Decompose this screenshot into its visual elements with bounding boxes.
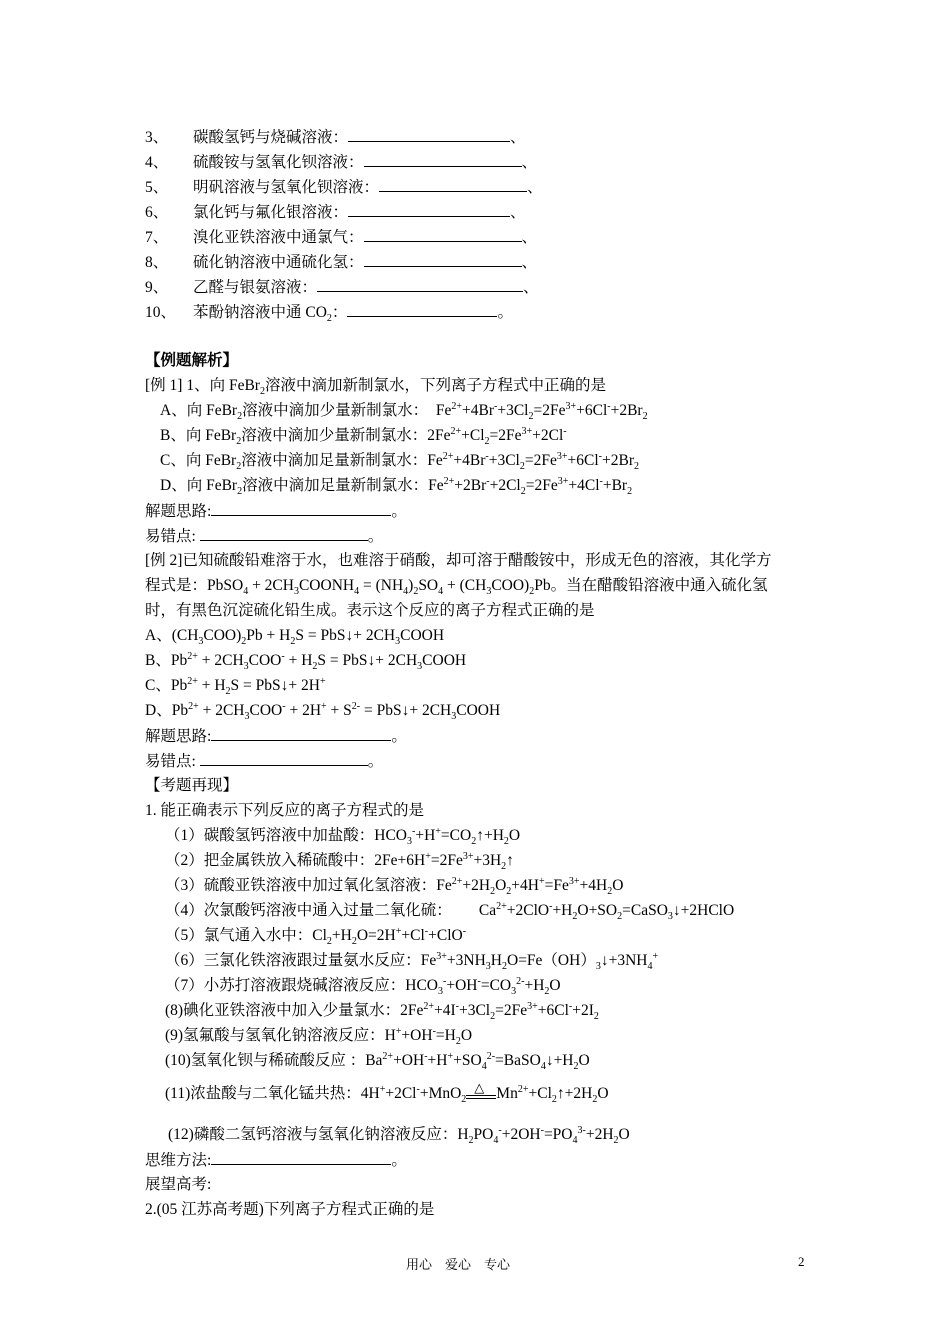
section-heading-example: 【例题解析】 bbox=[145, 352, 239, 369]
exercise-item-7: 7、 溴化亚铁溶液中通氯气： 、 bbox=[145, 229, 538, 246]
q1-item-2: （2）把金属铁放入稀硫酸中：$2Fe+6H^+=2Fe^{3+}+3H_2↑$ bbox=[165, 850, 514, 873]
example-1-option-a: A、向 FeBr$_2$溶液中滴加少量新制氯水： $Fe^{2+}+4Br^-+3Cl_2=2Fe^{3+}+6Cl^-+2Br_2$ bbox=[160, 400, 648, 423]
exercise-item-6: 6、 氯化钙与氟化银溶液： 、 bbox=[145, 204, 526, 221]
exercise-item-5: 5、 明矾溶液与氢氧化钡溶液： 、 bbox=[145, 179, 543, 196]
q1-item-4: （4）次氯酸钙溶液中通入过量二氧化硫： $Ca^{2+}+2ClO^-+H_2O+SO_2=CaSO_3↓+2HClO$ bbox=[165, 900, 735, 923]
q1-item-5: （5）氯气通入水中：$Cl_2+H_2O=2H^++Cl^-+ClO^-$ bbox=[165, 925, 467, 948]
answer-blank[interactable] bbox=[211, 501, 391, 516]
example-2-stem-line-3: 时，有黑色沉淀硫化铅生成。表示这个反应的离子方程式正确的是 bbox=[145, 602, 595, 619]
answer-blank[interactable] bbox=[379, 177, 527, 192]
q1-item-12: (12)磷酸二氢钙溶液与氢氧化钠溶液反应：$H_2PO_4^-+2OH^-=PO_4^{3-}+2H_2O$ bbox=[168, 1124, 630, 1147]
question-2-title: 2.(05 江苏高考题)下列离子方程式正确的是 bbox=[145, 1201, 435, 1218]
q1-item-10: (10)氢氧化钡与稀硫酸反应 ：$Ba^{2+}+OH^-+H^++SO_4^{2-}=BaSO_4↓+H_2O$ bbox=[165, 1050, 590, 1073]
example-1-option-d: D、向 FeBr$_2$溶液中滴加足量新制氯水：$Fe^{2+}+2Br^-+2Cl_2=2Fe^{3+}+4Cl^-+Br_2$ bbox=[160, 475, 633, 498]
q1-item-11: (11)浓盐酸与二氧化锰共热：4H++2Cl-+MnO$_2$ △ $Mn^{2+}+Cl_2↑+2H_2O$ bbox=[165, 1080, 609, 1106]
example-2-option-d: D、$Pb^{2+} + 2CH_3COO^- + 2H^+ + S^{2-}$ = PbS↓+ $2CH_3COOH$ bbox=[145, 700, 501, 723]
exercise-item-4: 4、 硫酸铵与氢氧化钡溶液： 、 bbox=[145, 154, 538, 171]
example-2-stem-line-2: 程式是：PbSO$_4$ + $2CH_3COONH_4 = (NH_4)_2SO_4 + (CH_3COO)_2Pb$。当在醋酸铅溶液中通入硫化氢 bbox=[145, 577, 768, 598]
q1-item-6: （6）三氯化铁溶液跟过量氨水反应：$Fe^{3+}+3NH_3H_2O=Fe(OH)_3↓+3NH_4^+$ bbox=[165, 950, 659, 973]
heat-condition-sign: △ bbox=[466, 1084, 496, 1104]
exercise-item-8: 8、 硫化钠溶液中通硫化氢： 、 bbox=[145, 254, 538, 271]
answer-blank[interactable] bbox=[317, 277, 523, 292]
question-1-title: 1. 能正确表示下列反应的离子方程式的是 bbox=[145, 802, 425, 819]
exercise-item-9: 9、 乙醛与银氨溶液： 、 bbox=[145, 279, 539, 296]
example-1-stem: [例 1] 1、向 FeBr$_2$溶液中滴加新制氯水，下列离子方程式中正确的是 bbox=[145, 377, 606, 398]
outlook-label: 展望高考: bbox=[145, 1176, 212, 1193]
pitfall-line-1: 易错点: 。 bbox=[145, 528, 384, 545]
answer-blank[interactable] bbox=[348, 127, 510, 142]
answer-blank[interactable] bbox=[211, 726, 391, 741]
exercise-item-10: 10、 苯酚钠溶液中通 $CO_2$： 。 bbox=[145, 304, 513, 325]
page-number: 2 bbox=[798, 1254, 805, 1269]
example-1-option-b: B、向 FeBr$_2$溶液中滴加少量新制氯水：$2Fe^{2+}+Cl_2=2Fe^{3+}+2Cl^-$ bbox=[160, 425, 567, 448]
answer-blank[interactable] bbox=[348, 202, 510, 217]
example-2-option-b: B、$Pb^{2+} + 2CH_3COO^- + H_2S$ = PbS↓+ $2CH_3COOH$ bbox=[145, 650, 467, 673]
q1-item-3: （3）硫酸亚铁溶液中加过氧化氢溶液：$Fe^{2+}+2H_2O_2+4H^+=Fe^{3+}+4H_2O$ bbox=[165, 875, 624, 898]
exercise-item-3: 3、 碳酸氢钙与烧碱溶液： 、 bbox=[145, 129, 526, 146]
pitfall-line-2: 易错点: 。 bbox=[145, 753, 384, 770]
answer-blank[interactable] bbox=[211, 1150, 391, 1165]
example-2-stem-line-1: [例 2]已知硫酸铅难溶于水，也难溶于硝酸，却可溶于醋酸铵中，形成无色的溶液，其化学方 bbox=[145, 552, 772, 569]
example-2-option-a: A、$(CH_3COO)_2Pb + H_2S$ = PbS↓+ $2CH_3COOH$ bbox=[145, 627, 445, 648]
section-heading-recur: 【考题再现】 bbox=[145, 777, 239, 794]
answer-blank[interactable] bbox=[200, 751, 368, 766]
example-2-option-c: C、$Pb^{2+} + H_2S$ = PbS↓+ 2H+ bbox=[145, 675, 326, 698]
q1-item-8: (8)碘化亚铁溶液中加入少量氯水：$2Fe^{2+}+4I^-+3Cl_2=2Fe^{3+}+6Cl^-+2I_2$ bbox=[165, 1000, 599, 1023]
q1-item-9: (9)氢氟酸与氢氧化钠溶液反应：$H^++OH^-=H_2O$ bbox=[165, 1025, 473, 1048]
q1-item-7: （7）小苏打溶液跟烧碱溶液反应：$HCO_3^-+OH^-=CO_3^{2-}+H_2O$ bbox=[165, 975, 561, 998]
answer-blank[interactable] bbox=[200, 526, 368, 541]
approach-line-1: 解题思路: 。 bbox=[145, 503, 407, 520]
method-line: 思维方法: 。 bbox=[145, 1152, 407, 1169]
approach-line-2: 解题思路: 。 bbox=[145, 728, 407, 745]
answer-blank[interactable] bbox=[364, 227, 522, 242]
footer-motto: 用心 爱心 专心 bbox=[406, 1257, 511, 1272]
example-1-option-c: C、向 FeBr$_2$溶液中滴加足量新制氯水：$Fe^{2+}+4Br^-+3Cl_2=2Fe^{3+}+6Cl^-+2Br_2$ bbox=[160, 450, 639, 473]
answer-blank[interactable] bbox=[347, 302, 497, 317]
q1-item-1: （1）碳酸氢钙溶液中加盐酸：$HCO_3^-+H^+=CO_2↑+H_2O$ bbox=[165, 825, 521, 848]
answer-blank[interactable] bbox=[364, 152, 522, 167]
answer-blank[interactable] bbox=[364, 252, 522, 267]
